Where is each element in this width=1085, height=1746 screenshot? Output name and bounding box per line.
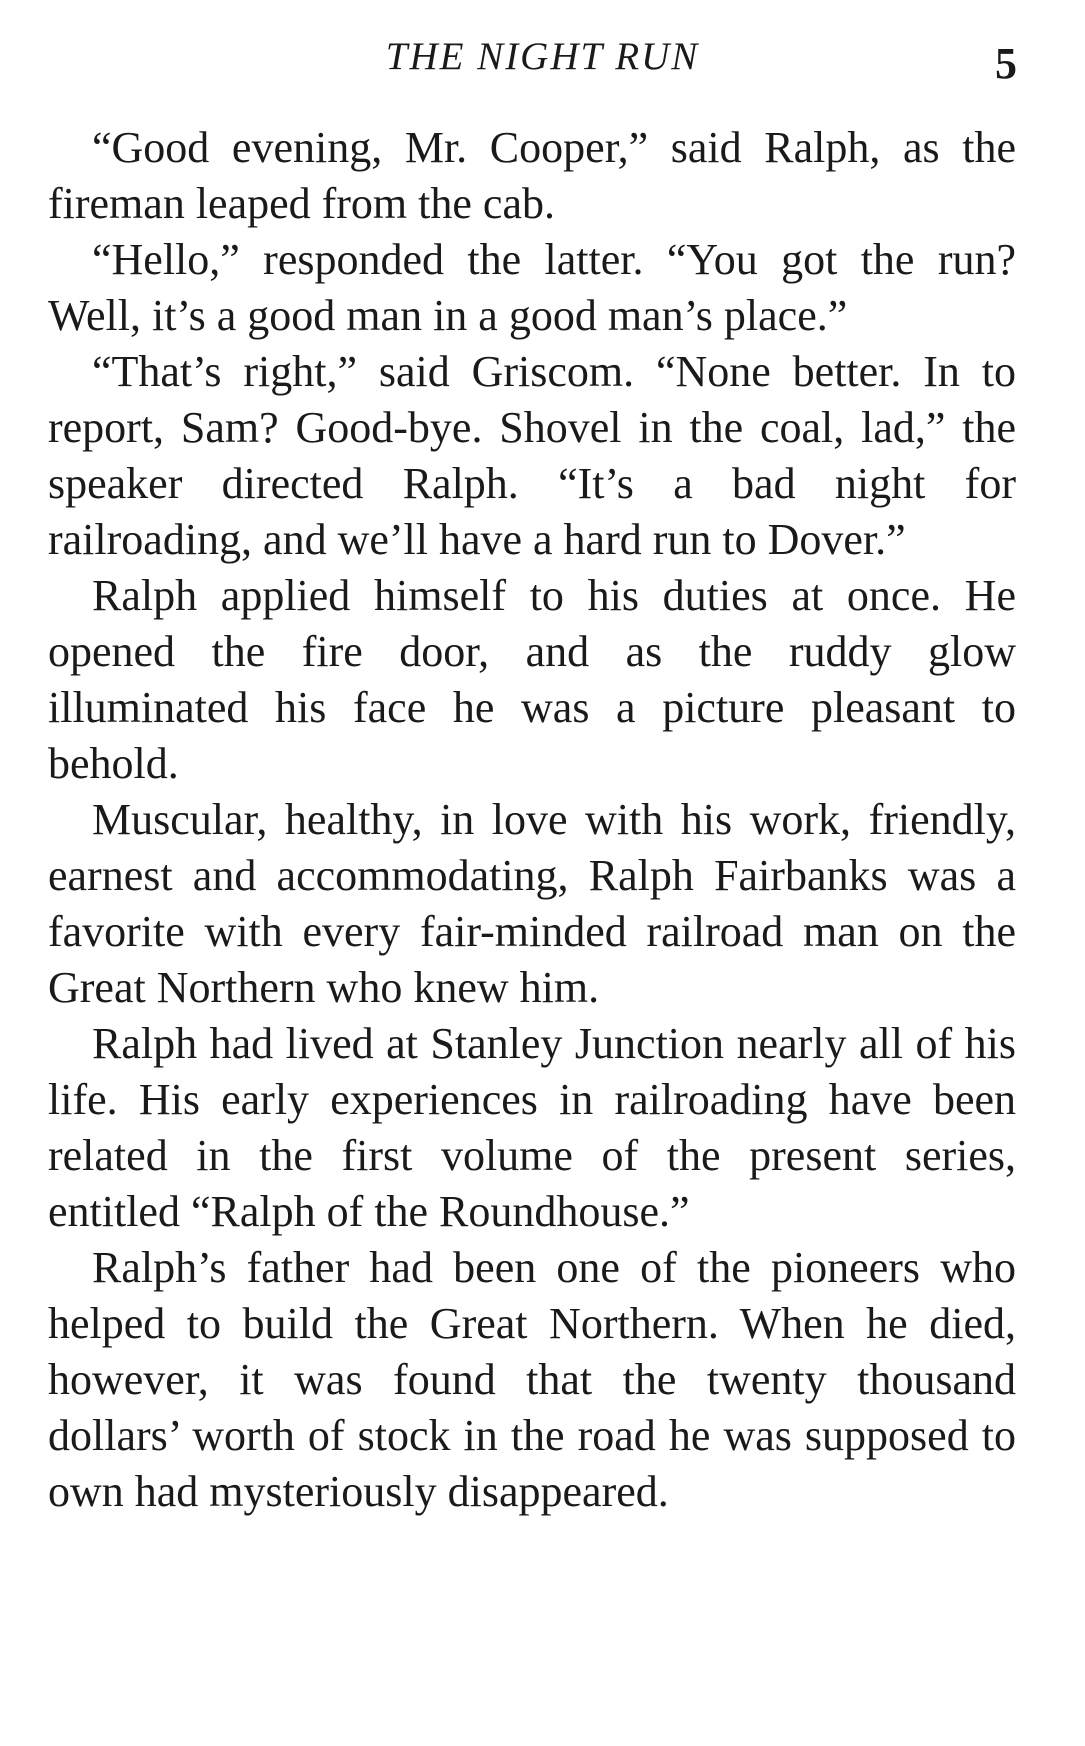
running-title: THE NIGHT RUN <box>385 35 700 78</box>
paragraph-4: Ralph applied himself to his duties at once. He opened the fire door, and as the ruddy glow illuminated his face he was a picture pleasant to behold. <box>48 571 1016 788</box>
page-number: 5 <box>995 39 1017 88</box>
paragraph-3: “That’s right,” said Griscom. “None better. In to report, Sam? Good-bye. Shovel in the coal, lad,” the speaker directed Ralph. “It’s a bad night for railroading, and we’ll have a hard run to Dover.” <box>48 347 1016 564</box>
paragraph-1: “Good evening, Mr. Cooper,” said Ralph, as the fireman leaped from the cab. <box>48 123 1016 228</box>
body-text <box>48 120 1016 1520</box>
paragraph-2: “Hello,” responded the latter. “You got the run? Well, it’s a good man in a good man’s place.” <box>48 235 1016 340</box>
paragraph-6: Ralph had lived at Stanley Junction nearly all of his life. His early experiences in railroading have been related in the first volume of the present series, entitled “Ralph of the Roundhouse.” <box>48 1019 1016 1236</box>
paragraph-5: Muscular, healthy, in love with his work, friendly, earnest and accommodating, Ralph Fairbanks was a favorite with every fair-minded railroad man on the Great Northern who knew him. <box>48 795 1016 1012</box>
running-head <box>0 34 1085 88</box>
paragraph-7: Ralph’s father had been one of the pioneers who helped to build the Great Northern. When he died, however, it was found that the twenty thousand dollars’ worth of stock in the road he was supposed to own had mysteriously disappeared. <box>48 1243 1016 1516</box>
